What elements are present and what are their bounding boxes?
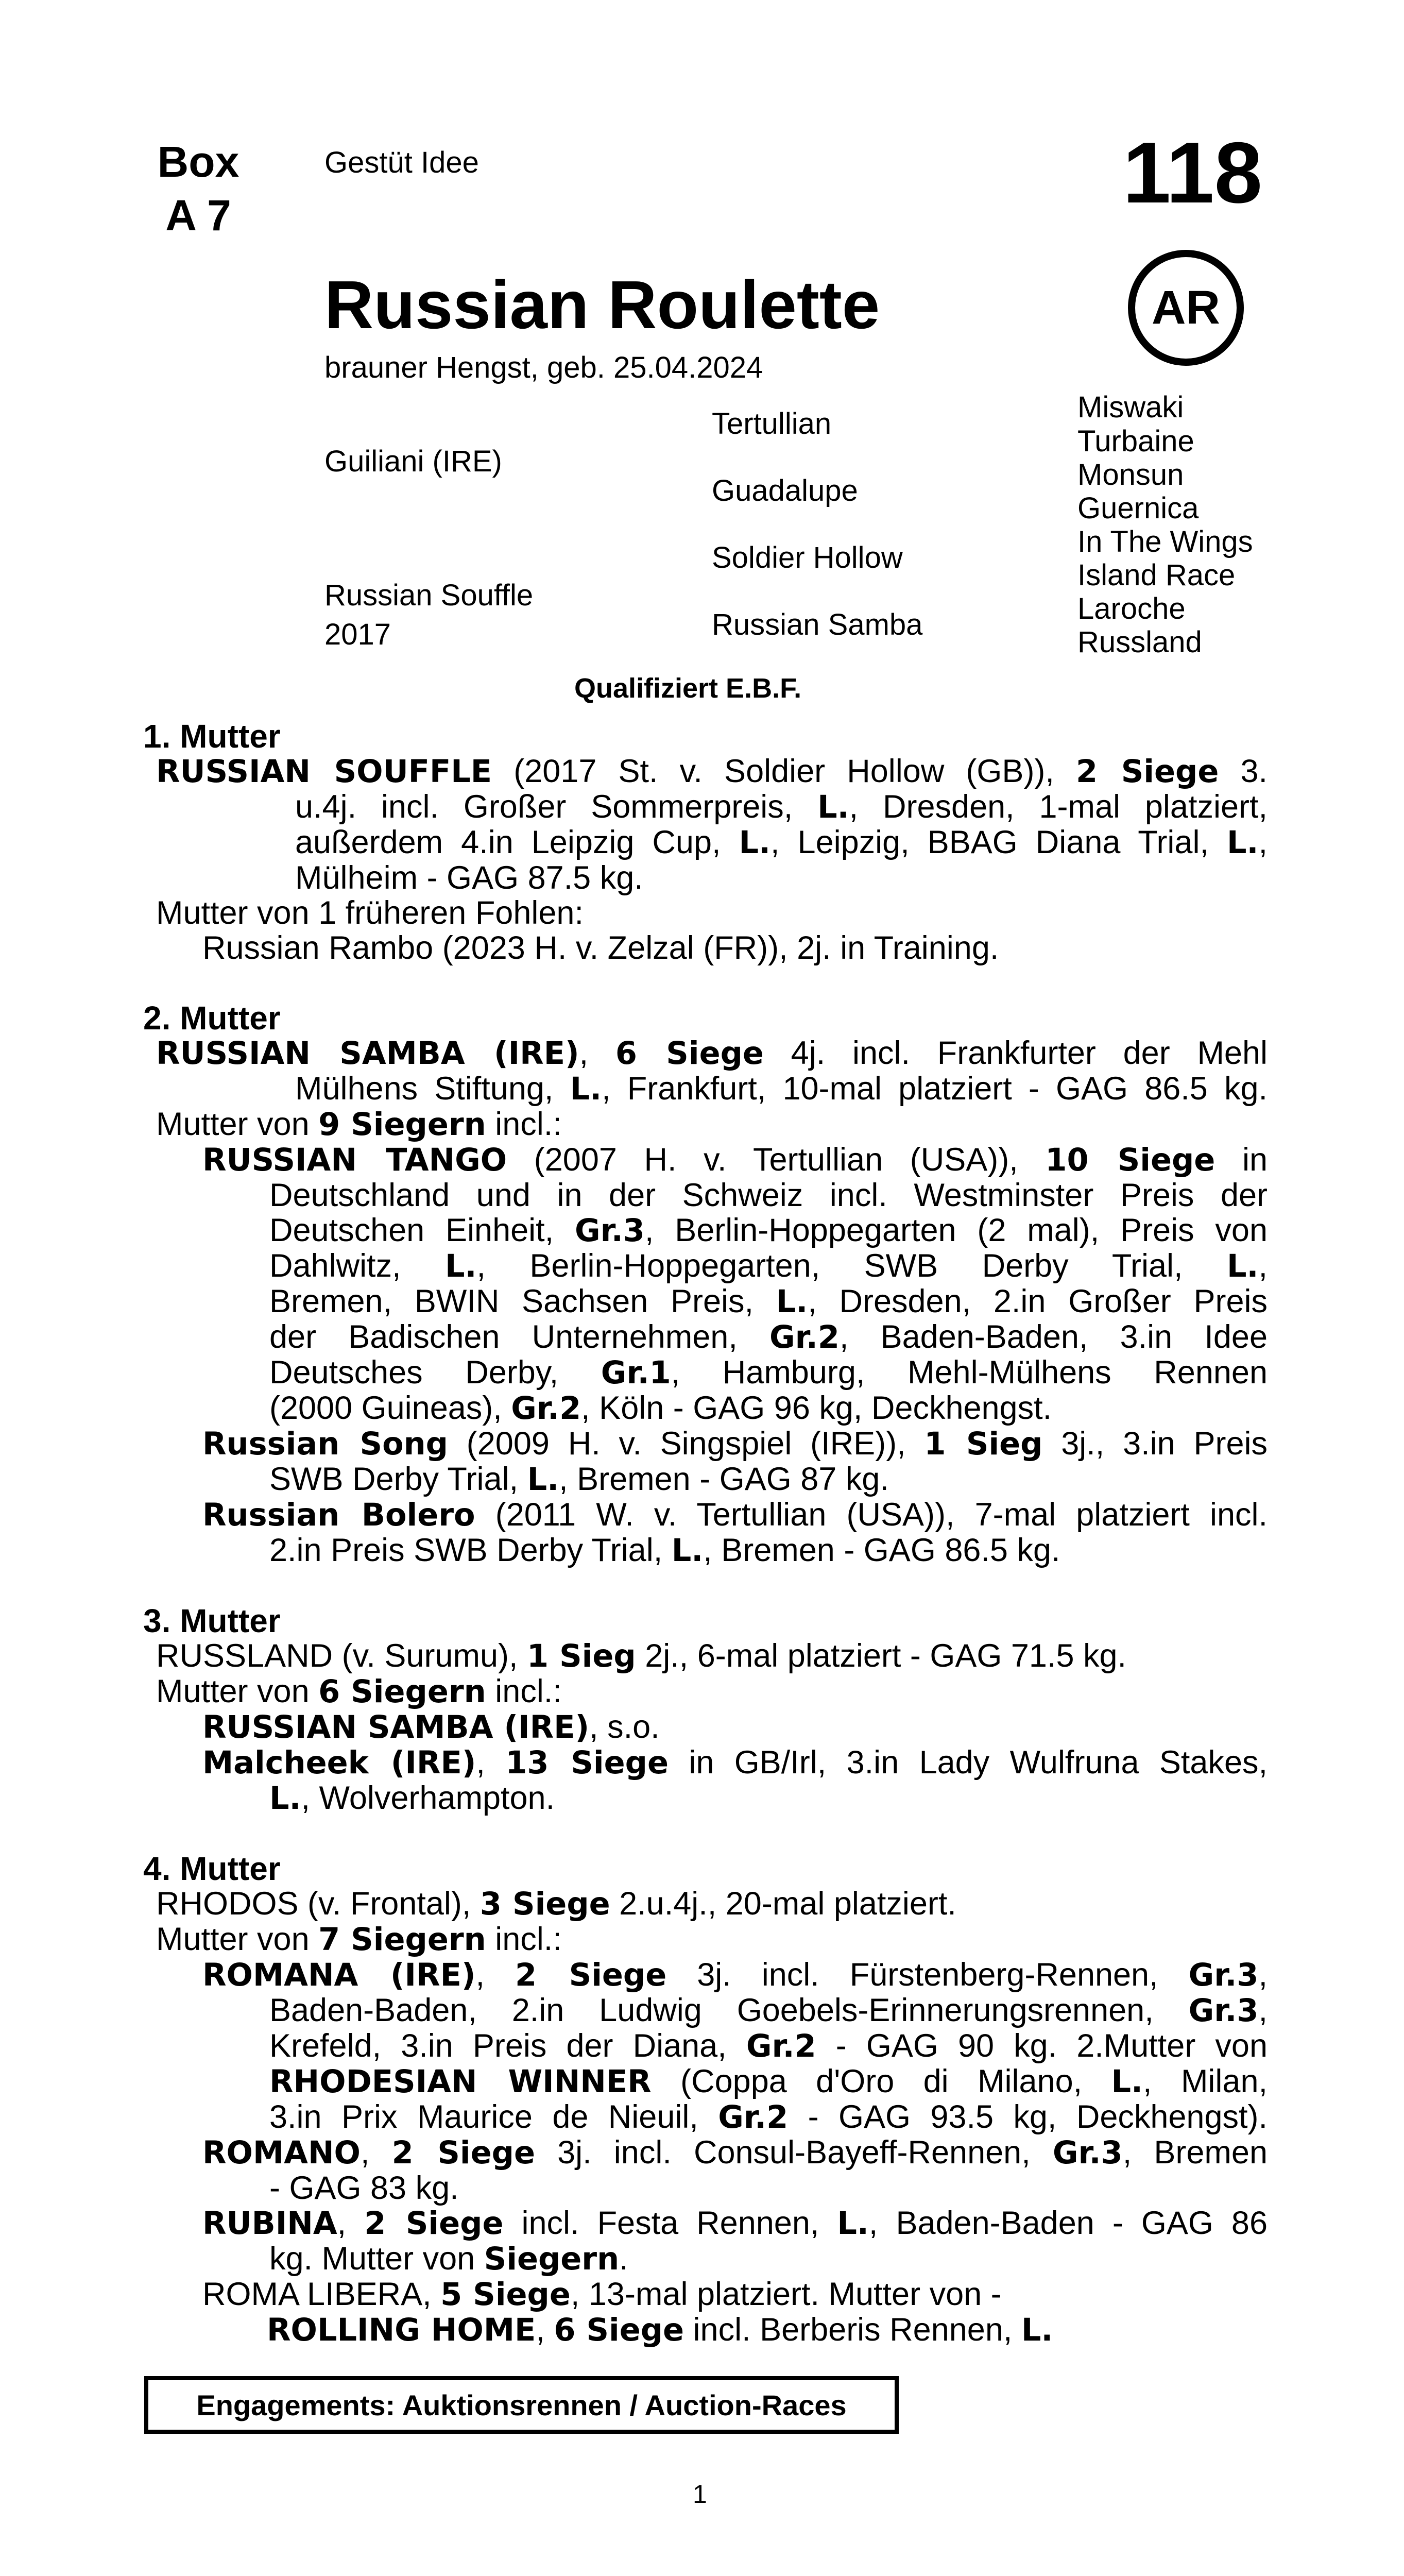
bold-text: 9 Siegern xyxy=(318,1107,486,1143)
text-segment: , Baden-Baden - GAG 86 xyxy=(868,2205,1268,2241)
pedigree-great-grandparent: Russland xyxy=(1077,625,1202,659)
text-line xyxy=(143,1036,1268,1071)
bold-text: L. xyxy=(671,1533,704,1569)
text-line xyxy=(143,825,1268,860)
bold-text: L. xyxy=(739,825,771,861)
section-heading: 1. Mutter xyxy=(143,718,281,755)
text-segment: , Berlin-Hoppegarten (2 mal), Preis von xyxy=(644,1212,1268,1248)
section-heading: 2. Mutter xyxy=(143,999,281,1037)
text-line xyxy=(143,1071,1268,1107)
text-segment: incl. Berberis Rennen, xyxy=(684,2312,1021,2348)
text-segment: Bremen, BWIN Sachsen Preis, xyxy=(269,1283,776,1319)
text-line xyxy=(143,895,1268,930)
bold-text: RUSSIAN TANGO xyxy=(202,1142,507,1178)
bold-text: 6 Siege xyxy=(554,2312,684,2348)
qualification-note: Qualifiziert E.B.F. xyxy=(574,673,802,704)
text-segment: , Baden-Baden, 3.in Idee xyxy=(839,1319,1268,1355)
bold-text: ROMANA (IRE) xyxy=(202,1957,476,1993)
text-segment: 4j. incl. Frankfurter der Mehl xyxy=(763,1035,1268,1071)
pedigree-great-grandparent: Monsun xyxy=(1077,458,1184,492)
bold-text: RUBINA xyxy=(202,2206,337,2242)
text-segment: , Bremen xyxy=(1122,2134,1268,2171)
text-segment: (2007 H. v. Tertullian (USA)), xyxy=(507,1142,1046,1178)
ar-badge-label: AR xyxy=(1152,281,1220,334)
text-segment: , Dresden, 2.in Großer Preis xyxy=(808,1283,1268,1319)
text-segment: , Berlin-Hoppegarten, SWB Derby Trial, xyxy=(476,1248,1227,1284)
bold-text: RHODESIAN WINNER xyxy=(269,2064,652,2100)
box-label-line1: Box xyxy=(157,138,239,186)
pedigree-great-grandparent: In The Wings xyxy=(1077,525,1253,558)
pedigree-grandparent: Tertullian xyxy=(712,407,832,440)
text-segment: , xyxy=(579,1035,615,1071)
text-line xyxy=(143,1674,1268,1709)
text-segment: , Wolverhampton. xyxy=(301,1780,555,1816)
text-segment: 2j., 6-mal platziert - GAG 71.5 kg. xyxy=(636,1638,1127,1674)
section-spacer xyxy=(143,1568,1268,1603)
text-segment: , xyxy=(476,1744,506,1781)
bold-text: 6 Siegern xyxy=(318,1674,486,1710)
text-segment: Baden-Baden, 2.in Ludwig Goebels-Erinnerungsrennen, xyxy=(269,1992,1189,2028)
text-segment: 2.in Preis SWB Derby Trial, xyxy=(269,1532,672,1568)
text-segment: Mutter von xyxy=(156,1673,319,1709)
bold-text: Gr.3 xyxy=(1052,2135,1123,2171)
text-segment: , Hamburg, Mehl-Mülhens Rennen xyxy=(671,1354,1268,1391)
text-segment: in GB/Irl, 3.in Lady Wulfruna Stakes, xyxy=(668,1744,1268,1781)
section-heading: 4. Mutter xyxy=(143,1850,281,1887)
text-segment: incl.: xyxy=(486,1921,562,1957)
text-line xyxy=(143,1248,1268,1284)
text-segment: Mülhens Stiftung, xyxy=(295,1071,570,1107)
text-line xyxy=(143,2135,1268,2171)
bold-text: Gr.3 xyxy=(574,1213,645,1249)
bold-text: 2 Siege xyxy=(1076,754,1219,790)
text-line xyxy=(143,2206,1268,2241)
bold-text: L. xyxy=(1111,2064,1143,2100)
bold-text: L. xyxy=(817,789,849,825)
dam-section xyxy=(143,1603,1268,1816)
text-segment: (2000 Guineas), xyxy=(269,1390,511,1426)
pedigree-great-grandparent: Turbaine xyxy=(1077,425,1194,458)
horse-name: Russian Roulette xyxy=(324,267,880,343)
ar-badge xyxy=(1128,250,1244,366)
text-line xyxy=(143,2277,1268,2312)
text-segment: incl.: xyxy=(486,1106,562,1142)
text-line xyxy=(143,2099,1268,2135)
text-line xyxy=(143,1638,1268,1674)
text-segment: , xyxy=(1258,1957,1268,1993)
text-segment: , xyxy=(1258,1248,1268,1284)
pedigree-dam: Russian Souffle xyxy=(324,579,534,612)
text-line xyxy=(143,2241,1268,2277)
text-segment: . xyxy=(619,2241,628,2277)
bold-text: L. xyxy=(776,1284,808,1320)
text-line xyxy=(143,1426,1268,1462)
bold-text: ROMANO xyxy=(202,2135,361,2171)
bold-text: RUSSIAN SOUFFLE xyxy=(156,754,492,790)
text-line xyxy=(143,1957,1268,1993)
text-segment: incl.: xyxy=(486,1673,562,1709)
bold-text: 10 Siege xyxy=(1045,1142,1215,1178)
bold-text: 1 Sieg xyxy=(924,1426,1043,1462)
text-segment: , xyxy=(1258,824,1268,860)
engagements-box xyxy=(144,2376,899,2434)
bold-text: Gr.2 xyxy=(769,1319,840,1355)
pedigree-great-grandparent: Island Race xyxy=(1077,558,1236,592)
text-line xyxy=(143,1497,1268,1533)
text-line xyxy=(143,1284,1268,1319)
text-segment: Deutschland und in der Schweiz incl. Westminster Preis der xyxy=(269,1177,1268,1213)
text-segment: Mutter von 1 früheren Fohlen: xyxy=(156,895,584,931)
bold-text: ROLLING HOME xyxy=(267,2312,536,2348)
text-line xyxy=(143,2028,1268,2064)
bold-text: Russian Bolero xyxy=(202,1497,475,1533)
bold-text: L. xyxy=(527,1462,559,1498)
text-line xyxy=(143,789,1268,825)
text-line xyxy=(143,1319,1268,1355)
bold-text: L. xyxy=(444,1248,477,1284)
text-segment: , Bremen - GAG 87 kg. xyxy=(559,1461,889,1497)
pedigree-grandparent: Soldier Hollow xyxy=(712,541,903,574)
text-line xyxy=(143,1993,1268,2028)
section-heading: 3. Mutter xyxy=(143,1602,281,1639)
text-segment: 3j. incl. Consul-Bayeff-Rennen, xyxy=(535,2134,1053,2171)
text-line xyxy=(143,1922,1268,1957)
text-segment: 2.u.4j., 20-mal platziert. xyxy=(610,1886,956,1922)
text-line xyxy=(143,1391,1268,1426)
text-segment: SWB Derby Trial, xyxy=(269,1461,527,1497)
bold-text: Russian Song xyxy=(202,1426,448,1462)
pedigree-dam-year: 2017 xyxy=(324,618,391,651)
text-segment: 3. xyxy=(1219,753,1268,789)
text-segment: , Köln - GAG 96 kg, Deckhengst. xyxy=(581,1390,1052,1426)
text-segment: , Frankfurt, 10-mal platziert - GAG 86.5 kg. xyxy=(602,1071,1268,1107)
text-segment: - GAG 93.5 kg, Deckhengst). xyxy=(788,2099,1268,2135)
pedigree-sire: Guiliani (IRE) xyxy=(324,445,502,478)
text-segment: incl. Festa Rennen, xyxy=(503,2205,837,2241)
box-label-line2: A 7 xyxy=(165,191,231,240)
text-segment: , Leipzig, BBAG Diana Trial, xyxy=(771,824,1227,860)
text-segment: außerdem 4.in Leipzig Cup, xyxy=(295,824,739,860)
text-line xyxy=(143,1462,1268,1497)
bold-text: RUSSIAN SAMBA (IRE) xyxy=(156,1036,579,1072)
bold-text: L. xyxy=(269,1781,301,1817)
bold-text: Gr.3 xyxy=(1188,1957,1259,1993)
text-segment: Deutsches Derby, xyxy=(269,1354,601,1391)
dam-section xyxy=(143,719,1268,965)
text-segment: , xyxy=(360,2134,392,2171)
bold-text: 2 Siege xyxy=(391,2135,535,2171)
text-segment: , 13-mal platziert. Mutter von - xyxy=(570,2276,1002,2312)
text-segment: Mülheim - GAG 87.5 kg. xyxy=(295,860,643,896)
bold-text: 1 Sieg xyxy=(526,1638,636,1674)
text-segment: Russian Rambo (2023 H. v. Zelzal (FR)), 2j. in Training. xyxy=(202,930,999,966)
text-line xyxy=(143,1886,1268,1922)
bold-text: 2 Siege xyxy=(364,2206,504,2242)
text-segment: , xyxy=(337,2205,365,2241)
lot-number: 118 xyxy=(1122,124,1262,221)
bold-text: 3 Siege xyxy=(480,1886,610,1922)
bold-text: Malcheek (IRE) xyxy=(202,1745,476,1781)
pedigree-grandparent: Guadalupe xyxy=(712,474,858,507)
text-segment: (2017 St. v. Soldier Hollow (GB)), xyxy=(492,753,1076,789)
text-line xyxy=(143,1533,1268,1568)
pedigree-great-grandparent: Guernica xyxy=(1077,492,1199,525)
text-segment: 3j., 3.in Preis xyxy=(1042,1426,1268,1462)
text-segment: , xyxy=(475,1957,516,1993)
horse-subtitle: brauner Hengst, geb. 25.04.2024 xyxy=(324,351,763,384)
text-segment: u.4j. incl. Großer Sommerpreis, xyxy=(295,789,818,825)
bold-text: L. xyxy=(570,1071,602,1107)
section-spacer xyxy=(143,1816,1268,1851)
text-segment: in xyxy=(1215,1142,1268,1178)
bold-text: 5 Siege xyxy=(440,2277,571,2313)
text-segment: , Milan, xyxy=(1143,2063,1268,2099)
text-line xyxy=(143,2312,1268,2348)
bold-text: Gr.2 xyxy=(511,1391,581,1427)
text-segment: , s.o. xyxy=(589,1709,660,1745)
text-line xyxy=(143,1355,1268,1391)
pedigree-great-grandparent: Laroche xyxy=(1077,592,1186,625)
dam-line-sections xyxy=(143,719,1268,2348)
text-segment: - GAG 90 kg. 2.Mutter von xyxy=(816,2028,1268,2064)
text-segment: der Badischen Unternehmen, xyxy=(269,1319,770,1355)
dam-section xyxy=(143,1001,1268,1568)
text-segment: , xyxy=(1258,1992,1268,2028)
page-number: 1 xyxy=(693,2480,707,2509)
text-segment: - GAG 83 kg. xyxy=(269,2170,459,2206)
text-segment: (Coppa d'Oro di Milano, xyxy=(651,2063,1111,2099)
text-line xyxy=(143,2171,1268,2206)
text-line xyxy=(143,1178,1268,1213)
bold-text: 6 Siege xyxy=(615,1036,764,1072)
text-segment: (2011 W. v. Tertullian (USA)), 7-mal platziert incl. xyxy=(475,1497,1268,1533)
text-line xyxy=(143,754,1268,789)
text-segment: ROMA LIBERA, xyxy=(202,2276,441,2312)
stud-name: Gestüt Idee xyxy=(324,146,479,179)
bold-text: L. xyxy=(1226,825,1259,861)
text-segment: , xyxy=(536,2312,554,2348)
bold-text: L. xyxy=(1226,1248,1259,1284)
bold-text: 7 Siegern xyxy=(318,1922,486,1958)
text-segment: kg. Mutter von xyxy=(269,2241,484,2277)
text-segment: 3.in Prix Maurice de Nieuil, xyxy=(269,2099,718,2135)
box-label xyxy=(147,135,250,242)
text-line xyxy=(143,1781,1268,1816)
text-line xyxy=(143,2064,1268,2099)
text-line xyxy=(143,1709,1268,1745)
bold-text: Gr.2 xyxy=(718,2099,789,2136)
pedigree-great-grandparent: Miswaki xyxy=(1077,391,1184,424)
text-segment: Mutter von xyxy=(156,1106,319,1142)
text-line xyxy=(143,1213,1268,1248)
pedigree-grandparent: Russian Samba xyxy=(712,608,923,641)
bold-text: L. xyxy=(837,2206,869,2242)
text-line xyxy=(143,1745,1268,1781)
text-segment: , Bremen - GAG 86.5 kg. xyxy=(703,1532,1060,1568)
text-segment: 3j. incl. Fürstenberg-Rennen, xyxy=(666,1957,1189,1993)
bold-text: Gr.1 xyxy=(601,1355,671,1391)
engagements-label: Engagements: Auktionsrennen / Auction-Races xyxy=(196,2388,847,2421)
section-spacer xyxy=(143,965,1268,1001)
bold-text: RUSSIAN SAMBA (IRE) xyxy=(202,1709,590,1745)
text-segment: Krefeld, 3.in Preis der Diana, xyxy=(269,2028,746,2064)
bold-text: Siegern xyxy=(484,2241,620,2277)
text-line xyxy=(143,930,1268,965)
bold-text: Gr.2 xyxy=(746,2028,816,2064)
dam-section xyxy=(143,1851,1268,2348)
bold-text: 2 Siege xyxy=(515,1957,667,1993)
text-segment: , Dresden, 1-mal platziert, xyxy=(849,789,1268,825)
text-segment: Mutter von xyxy=(156,1921,319,1957)
text-line xyxy=(143,1107,1268,1142)
bold-text: Gr.3 xyxy=(1188,1993,1259,2029)
text-segment: RUSSLAND (v. Surumu), xyxy=(156,1638,527,1674)
text-segment: (2009 H. v. Singspiel (IRE)), xyxy=(448,1426,924,1462)
text-segment: Deutschen Einheit, xyxy=(269,1212,575,1248)
text-segment: Dahlwitz, xyxy=(269,1248,445,1284)
bold-text: 13 Siege xyxy=(505,1745,669,1781)
text-line xyxy=(143,1142,1268,1178)
text-segment: RHODOS (v. Frontal), xyxy=(156,1886,480,1922)
bold-text: L. xyxy=(1021,2312,1053,2348)
text-line xyxy=(143,860,1268,895)
